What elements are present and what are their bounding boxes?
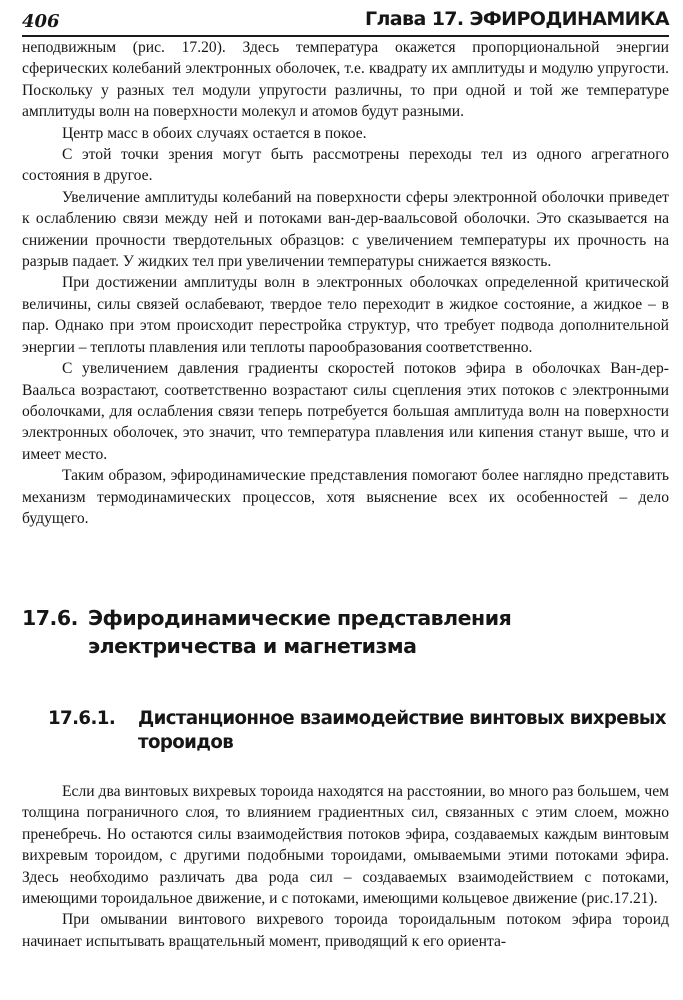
- subsection-heading: [48, 707, 666, 755]
- chapter-title: Глава 17. ЭФИРОДИНАМИКА: [364, 8, 669, 30]
- section-number: 17.6.: [22, 606, 78, 630]
- subsection-number: 17.6.1.: [48, 708, 116, 729]
- section-title: Эфиродинамические представления электричества и магнетизма: [88, 606, 512, 658]
- running-header: [22, 8, 669, 36]
- paragraph: С этой точки зрения могут быть рассмотрены переходы тел из одного агрегатного состояния в другое.: [22, 146, 669, 185]
- page-number: 406: [22, 11, 60, 32]
- paragraph: Центр масс в обоих случаях остается в покое.: [62, 124, 367, 142]
- paragraph: С увеличением давления градиенты скоростей потоков эфира в оболочках Ван-дер-Ваальса возрастают, соответственно возрастают силы сцепления этих потоков с электронными оболочками, для ослабления связи теперь потребуется большая амплитуда волн на поверхности электронных оболочек, это значит, что температура плавления или кипения станут выше, что и имеет место.: [22, 360, 669, 463]
- paragraph: При достижении амплитуды волн в электронных оболочках определенной критической величины, силы связей ослабевают, твердое тело переходит в жидкое состояние, а жидкое – в пар. Однако при этом происходит перестройка структур, что требует подвода дополнительной энергии – теплоты плавления или теплоты парообразования соответственно.: [22, 274, 669, 356]
- paragraph: Таким образом, эфиродинамические представления помогают более наглядно представить механизм термодинамических процессов, хотя выяснение всех их особенностей – дело будущего.: [22, 467, 669, 527]
- section-heading: [22, 604, 662, 660]
- paragraph: Увеличение амплитуды колебаний на поверхности сферы электронной оболочки приведет к ослаблению связи между ней и потоками ван-дер-ваальсовой оболочки. Это сказывается на снижении прочности твердотельных образцов: с увеличением температуры их прочность на разрыв падает. У жидких тел при увеличении температуры снижается вязкость.: [22, 188, 669, 271]
- paragraph: Если два винтовых вихревых тороида находятся на расстоянии, во много раз большем, чем толщина пограничного слоя, то влиянием градиентных сил, связанных с этим слоем, можно пренебречь. Но остаются силы взаимодействия потоков эфира, создаваемых каждым винтовым вихревым тороидом, с другими подобными тороидами, омываемыми этими потоками эфира. Здесь необходимо различать два рода сил – создаваемых взаимодействием с потоками, имеющими тороидальное движение, и с потоками, имеющими кольцевое движение (рис.17.21).: [22, 783, 669, 908]
- subsection-title: Дистанционное взаимодействие винтовых вихревых тороидов: [138, 708, 666, 753]
- paragraph: При омывании винтового вихревого тороида тороидальным потоком эфира тороид начинает испытывать вращательный момент, приводящий к его ориента-: [22, 911, 669, 950]
- body-text-lower: [22, 781, 669, 952]
- body-text-upper: [22, 37, 669, 529]
- paragraph: неподвижным (рис. 17.20). Здесь температура окажется пропорциональной энергии сферических колебаний электронных оболочек, т.е. квадрату их амплитуды и модулю упругости. Поскольку у разных тел модули упругости различны, то при одной и той же температуре амплитуды волн на поверхности молекул и атомов будут разными.: [22, 39, 669, 121]
